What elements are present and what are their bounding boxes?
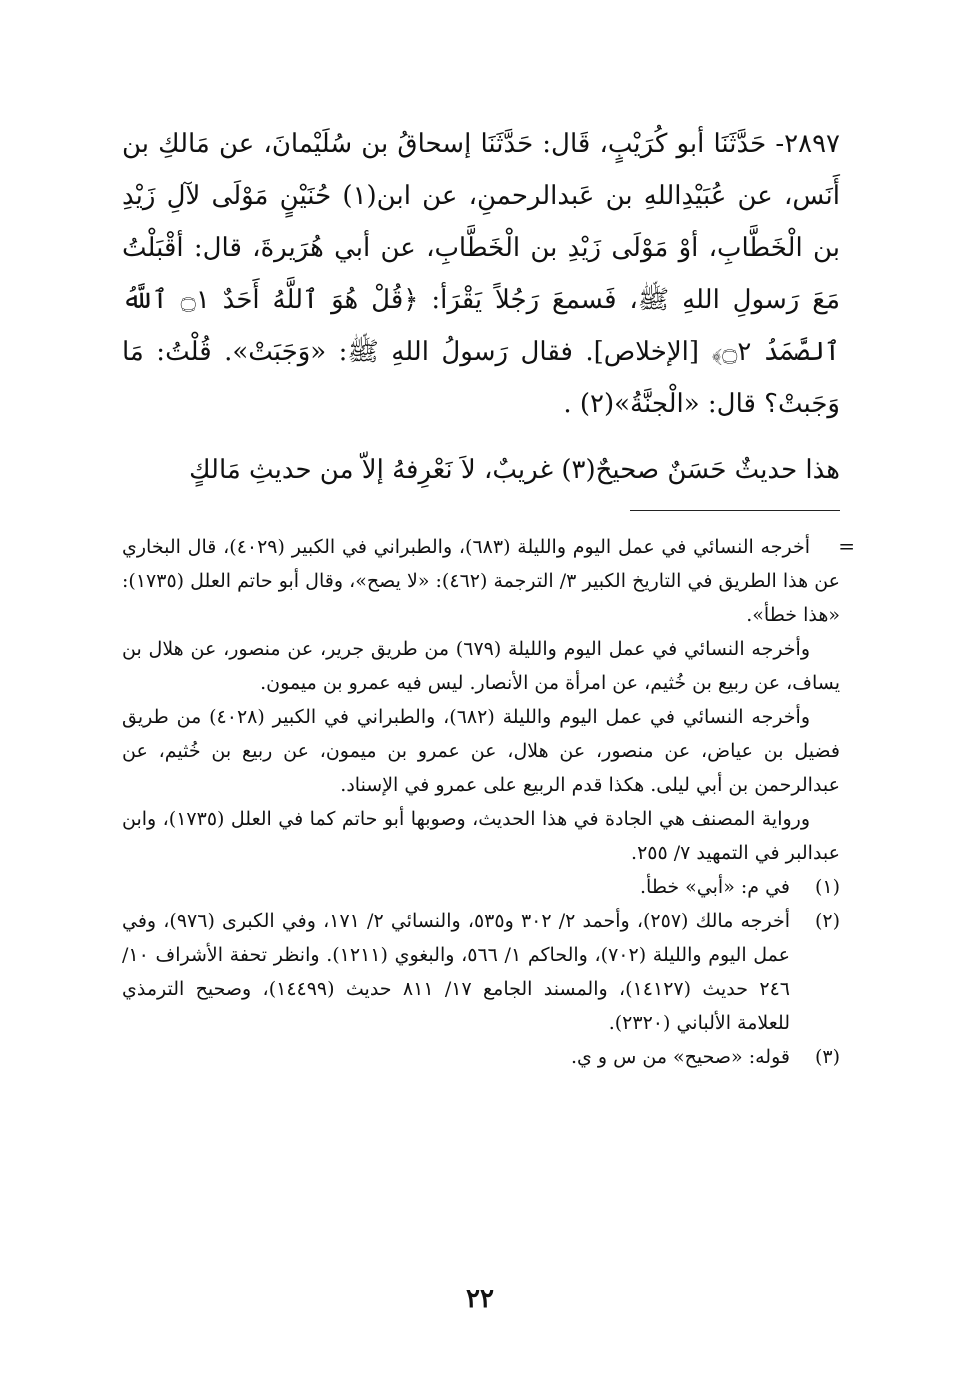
note-paragraph: وأخرجه النسائي في عمل اليوم والليلة (٦٨٢)، والطبراني في الكبير (٤٠٢٨) من طريق فضيل بن عياض، عن منصور، عن هلال، عن عمرو بن ميمون، عن ربيع بن خُثيم، عن عبدالرحمن بن أبي ليلى. هكذا قدم الربيع على عمرو في الإسناد.: [122, 706, 840, 796]
footnote-text: قوله: «صحيح» من س و ي.: [570, 1046, 790, 1068]
footnote-number: (١): [814, 876, 840, 898]
footnote-item: [122, 1040, 840, 1074]
page-number: ٢٢: [466, 1284, 494, 1314]
continuation-mark: =: [838, 534, 855, 558]
note-paragraph: أخرجه النسائي في عمل اليوم والليلة (٦٨٣)، والطبراني في الكبير (٤٠٢٩)، قال البخاري عن هذا الطريق في التاريخ الكبير ٣/ الترجمة (٤٦٢): «لا يصح»، وقال أبو حاتم العلل (١٧٣٥): «هذا خطأ».: [122, 536, 840, 626]
footnote-item: [122, 904, 840, 1040]
note-paragraph: وأخرجه النسائي في عمل اليوم والليلة (٦٧٩) من طريق جرير، عن منصور، عن هلال بن يساف، عن ربيع بن خُثيم، عن امرأة من الأنصار. ليس فيه عمرو بن ميمون.: [122, 638, 840, 694]
footnote-text: أخرجه مالك (٢٥٧)، وأحمد ٢/ ٣٠٢ و٥٣٥، والنسائي ٢/ ١٧١، وفي الكبرى (٩٧٦)، وفي عمل اليوم والليلة (٧٠٢)، والحاكم ١/ ٥٦٦، والبغوي (١٢١١). وانظر تحفة الأشراف ١٠/ ٢٤٦ حديث (١٤١٢٧)، والمسند الجامع ١٧/ ٨١١ حديث (١٤٤٩٩)، وصحيح الترمذي للعلامة الألباني (٢٣٢٠).: [122, 910, 790, 1034]
footnote-number: (٢): [814, 910, 840, 932]
footnote-separator: [630, 510, 840, 511]
footnote-text: في م: «أبي» خطأ.: [639, 876, 790, 898]
footnote-item: [122, 870, 840, 904]
main-text: [122, 118, 840, 496]
note-paragraph: ورواية المصنف هي الجادة في هذا الحديث، وصوبها أبو حاتم كما في العلل (١٧٣٥)، وابن عبدالبر في التمهيد ٧/ ٢٥٥.: [122, 808, 840, 864]
footnotes-section: [122, 530, 840, 1074]
hadith-paragraph: ٢٨٩٧- حَدَّثَنَا أبو كُرَيْبٍ، قَال: حَدَّثَنَا إسحاقُ بن سُلَيْمانَ، عن مَالكِ بن أَنَس، عن عُبَيْدِاللهِ بن عَبدالرحمنِ، عن ابن(١) حُنَيْنٍ مَوْلَى لآلِ زَيْدِ بن الْخَطَّابِ، أوْ مَوْلَى زَيْدِ بن الْخَطَّابِ، عن أبي هُرَيرةَ، قال: أقْبَلْتُ مَعَ رَسولِ اللهِ ﷺ، فَسمعَ رَجُلاً يَقْرَأ: ﴿قُلْ هُوَ ٱللَّهُ أَحَدٌ ۝١ ٱللَّهُ ٱلصَّمَدُ ۝٢﴾ [الإخلاص]. فقال رَسولُ اللهِ ﷺ: «وَجَبَتْ». قُلْتُ: مَا وَجَبتْ؟ قال: «الْجنَّةُ»(٢) .: [122, 129, 841, 419]
grading-paragraph: هذا حديثٌ حَسَنٌ صحيحٌ(٣) غريبٌ، لاَ نَعْرِفهُ إلاّ من حديثِ مَالكٍ: [189, 455, 840, 485]
footnote-number: (٣): [814, 1046, 840, 1068]
